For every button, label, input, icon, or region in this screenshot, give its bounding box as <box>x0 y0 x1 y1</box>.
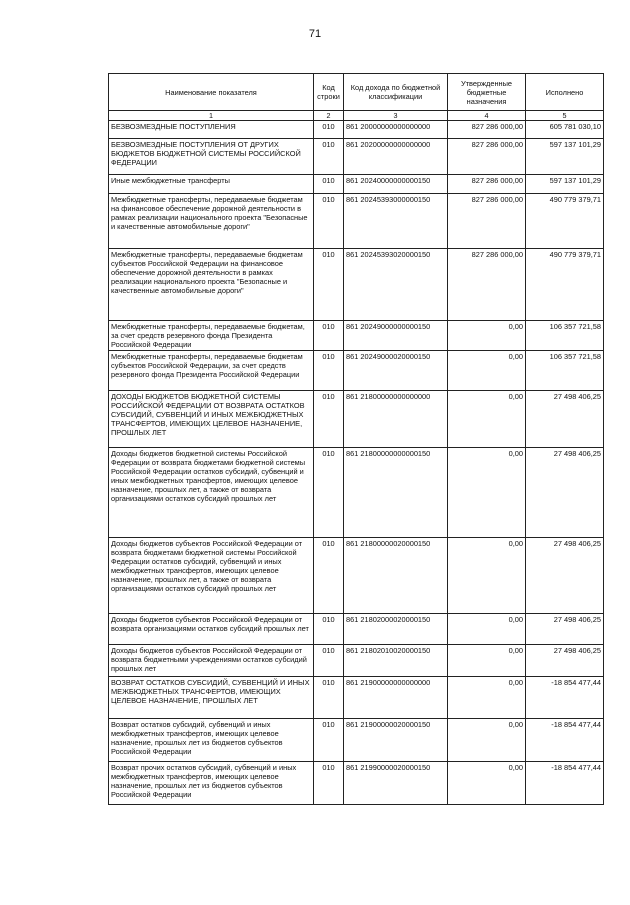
column-number: 3 <box>344 111 448 121</box>
row-name: ВОЗВРАТ ОСТАТКОВ СУБСИДИЙ, СУБВЕНЦИЙ И ИНЫХ МЕЖБЮДЖЕТНЫХ ТРАНСФЕРТОВ, ИМЕЮЩИХ ЦЕЛЕВОЕ НАЗНАЧЕНИЕ, ПРОШЛЫХ ЛЕТ <box>109 677 314 719</box>
header-indicator-name: Наименование показателя <box>109 74 314 111</box>
row-line-code: 010 <box>314 139 344 175</box>
row-income-code: 861 20000000000000000 <box>344 121 448 139</box>
column-number: 2 <box>314 111 344 121</box>
row-name: БЕЗВОЗМЕЗДНЫЕ ПОСТУПЛЕНИЯ ОТ ДРУГИХ БЮДЖЕТОВ БЮДЖЕТНОЙ СИСТЕМЫ РОССИЙСКОЙ ФЕДЕРАЦИИ <box>109 139 314 175</box>
table-row <box>109 175 604 194</box>
row-line-code: 010 <box>314 614 344 645</box>
row-approved: 0,00 <box>448 677 526 719</box>
row-approved: 0,00 <box>448 391 526 448</box>
row-approved: 0,00 <box>448 719 526 762</box>
row-executed: 605 781 030,10 <box>526 121 604 139</box>
row-name: Межбюджетные трансферты, передаваемые бюджетам субъектов Российской Федерации, за счет средств резервного фонда Президента Российской Федерации <box>109 351 314 391</box>
row-executed: 490 779 379,71 <box>526 194 604 249</box>
row-income-code: 861 20245393020000150 <box>344 249 448 321</box>
row-name: Иные межбюджетные трансферты <box>109 175 314 194</box>
row-line-code: 010 <box>314 121 344 139</box>
row-executed: -18 854 477,44 <box>526 677 604 719</box>
row-income-code: 861 20240000000000150 <box>344 175 448 194</box>
header-income-code: Код дохода по бюджетной классификации <box>344 74 448 111</box>
row-approved: 0,00 <box>448 538 526 614</box>
table-row <box>109 139 604 175</box>
row-line-code: 010 <box>314 448 344 538</box>
table-header-row <box>109 74 604 111</box>
row-executed: 106 357 721,58 <box>526 321 604 351</box>
row-executed: 27 498 406,25 <box>526 614 604 645</box>
page-number: 71 <box>308 28 322 40</box>
row-approved: 827 286 000,00 <box>448 121 526 139</box>
row-approved: 0,00 <box>448 614 526 645</box>
row-name: Доходы бюджетов бюджетной системы Российской Федерации от возврата бюджетами бюджетной системы Российской Федерации остатков субсидий, субвенций и иных межбюджетных трансфертов, имеющих целевое назначение, прошлых лет, а также от возврата организациями остатков субсидий прошлых лет <box>109 448 314 538</box>
row-name: Доходы бюджетов субъектов Российской Федерации от возврата бюджетными учреждениями остатков субсидий прошлых лет <box>109 645 314 677</box>
row-approved: 0,00 <box>448 351 526 391</box>
row-name: Возврат остатков субсидий, субвенций и иных межбюджетных трансфертов, имеющих целевое назначение, прошлых лет из бюджетов субъектов Российской Федерации <box>109 719 314 762</box>
row-line-code: 010 <box>314 645 344 677</box>
row-executed: 27 498 406,25 <box>526 391 604 448</box>
row-name: ДОХОДЫ БЮДЖЕТОВ БЮДЖЕТНОЙ СИСТЕМЫ РОССИЙСКОЙ ФЕДЕРАЦИИ ОТ ВОЗВРАТА ОСТАТКОВ СУБСИДИЙ, СУБВЕНЦИЙ И ИНЫХ МЕЖБЮДЖЕТНЫХ ТРАНСФЕРТОВ, ИМЕЮЩИХ ЦЕЛЕВОЕ НАЗНАЧЕНИЕ, ПРОШЛЫХ ЛЕТ <box>109 391 314 448</box>
row-income-code: 861 21802000020000150 <box>344 614 448 645</box>
table-row <box>109 677 604 719</box>
row-income-code: 861 20200000000000000 <box>344 139 448 175</box>
row-executed: 490 779 379,71 <box>526 249 604 321</box>
row-line-code: 010 <box>314 321 344 351</box>
table-row <box>109 538 604 614</box>
header-executed: Исполнено <box>526 74 604 111</box>
row-executed: -18 854 477,44 <box>526 762 604 805</box>
row-name: Доходы бюджетов субъектов Российской Федерации от возврата организациями остатков субсидий прошлых лет <box>109 614 314 645</box>
header-line-code: Код строки <box>314 74 344 111</box>
row-approved: 827 286 000,00 <box>448 139 526 175</box>
table-row <box>109 645 604 677</box>
row-line-code: 010 <box>314 391 344 448</box>
row-approved: 0,00 <box>448 762 526 805</box>
table-row <box>109 391 604 448</box>
row-line-code: 010 <box>314 351 344 391</box>
row-approved: 827 286 000,00 <box>448 194 526 249</box>
header-approved: Утвержденные бюджетные назначения <box>448 74 526 111</box>
row-line-code: 010 <box>314 677 344 719</box>
row-income-code: 861 21800000000000000 <box>344 391 448 448</box>
row-approved: 0,00 <box>448 321 526 351</box>
row-income-code: 861 20249000000000150 <box>344 321 448 351</box>
row-name: Межбюджетные трансферты, передаваемые бюджетам субъектов Российской Федерации на финансовое обеспечение дорожной деятельности в рамках реализации национального проекта "Безопасные и качественные автомобильные дороги" <box>109 249 314 321</box>
row-executed: 27 498 406,25 <box>526 448 604 538</box>
table-row <box>109 351 604 391</box>
row-income-code: 861 21900000020000150 <box>344 719 448 762</box>
row-executed: 27 498 406,25 <box>526 538 604 614</box>
row-income-code: 861 21990000020000150 <box>344 762 448 805</box>
row-line-code: 010 <box>314 249 344 321</box>
budget-income-table <box>108 73 604 805</box>
row-name: Возврат прочих остатков субсидий, субвенций и иных межбюджетных трансфертов, имеющих целевое назначение, прошлых лет из бюджетов субъектов Российской Федерации <box>109 762 314 805</box>
row-name: Доходы бюджетов субъектов Российской Федерации от возврата бюджетами бюджетной системы Российской Федерации остатков субсидий, субвенций и иных межбюджетных трансфертов, имеющих целевое назначение, прошлых лет, а также от возврата организациями остатков субсидий прошлых лет <box>109 538 314 614</box>
row-executed: 106 357 721,58 <box>526 351 604 391</box>
row-line-code: 010 <box>314 194 344 249</box>
table-row <box>109 719 604 762</box>
table-row <box>109 762 604 805</box>
row-line-code: 010 <box>314 762 344 805</box>
row-approved: 0,00 <box>448 645 526 677</box>
row-approved: 827 286 000,00 <box>448 175 526 194</box>
row-income-code: 861 20249000020000150 <box>344 351 448 391</box>
row-executed: 597 137 101,29 <box>526 139 604 175</box>
table-row <box>109 448 604 538</box>
row-approved: 827 286 000,00 <box>448 249 526 321</box>
column-number: 1 <box>109 111 314 121</box>
table-row <box>109 194 604 249</box>
table-row <box>109 321 604 351</box>
row-executed: 27 498 406,25 <box>526 645 604 677</box>
row-name: Межбюджетные трансферты, передаваемые бюджетам, за счет средств резервного фонда Президента Российской Федерации <box>109 321 314 351</box>
column-number: 5 <box>526 111 604 121</box>
column-number-row <box>109 111 604 121</box>
row-income-code: 861 21800000020000150 <box>344 538 448 614</box>
row-approved: 0,00 <box>448 448 526 538</box>
row-income-code: 861 21900000000000000 <box>344 677 448 719</box>
row-name: БЕЗВОЗМЕЗДНЫЕ ПОСТУПЛЕНИЯ <box>109 121 314 139</box>
row-line-code: 010 <box>314 538 344 614</box>
table-row <box>109 249 604 321</box>
row-executed: -18 854 477,44 <box>526 719 604 762</box>
table-row <box>109 121 604 139</box>
row-name: Межбюджетные трансферты, передаваемые бюджетам на финансовое обеспечение дорожной деятельности в рамках реализации национального проекта "Безопасные и качественные автомобильные дороги" <box>109 194 314 249</box>
row-line-code: 010 <box>314 719 344 762</box>
column-number: 4 <box>448 111 526 121</box>
row-executed: 597 137 101,29 <box>526 175 604 194</box>
row-line-code: 010 <box>314 175 344 194</box>
row-income-code: 861 20245393000000150 <box>344 194 448 249</box>
row-income-code: 861 21800000000000150 <box>344 448 448 538</box>
table-row <box>109 614 604 645</box>
row-income-code: 861 21802010020000150 <box>344 645 448 677</box>
